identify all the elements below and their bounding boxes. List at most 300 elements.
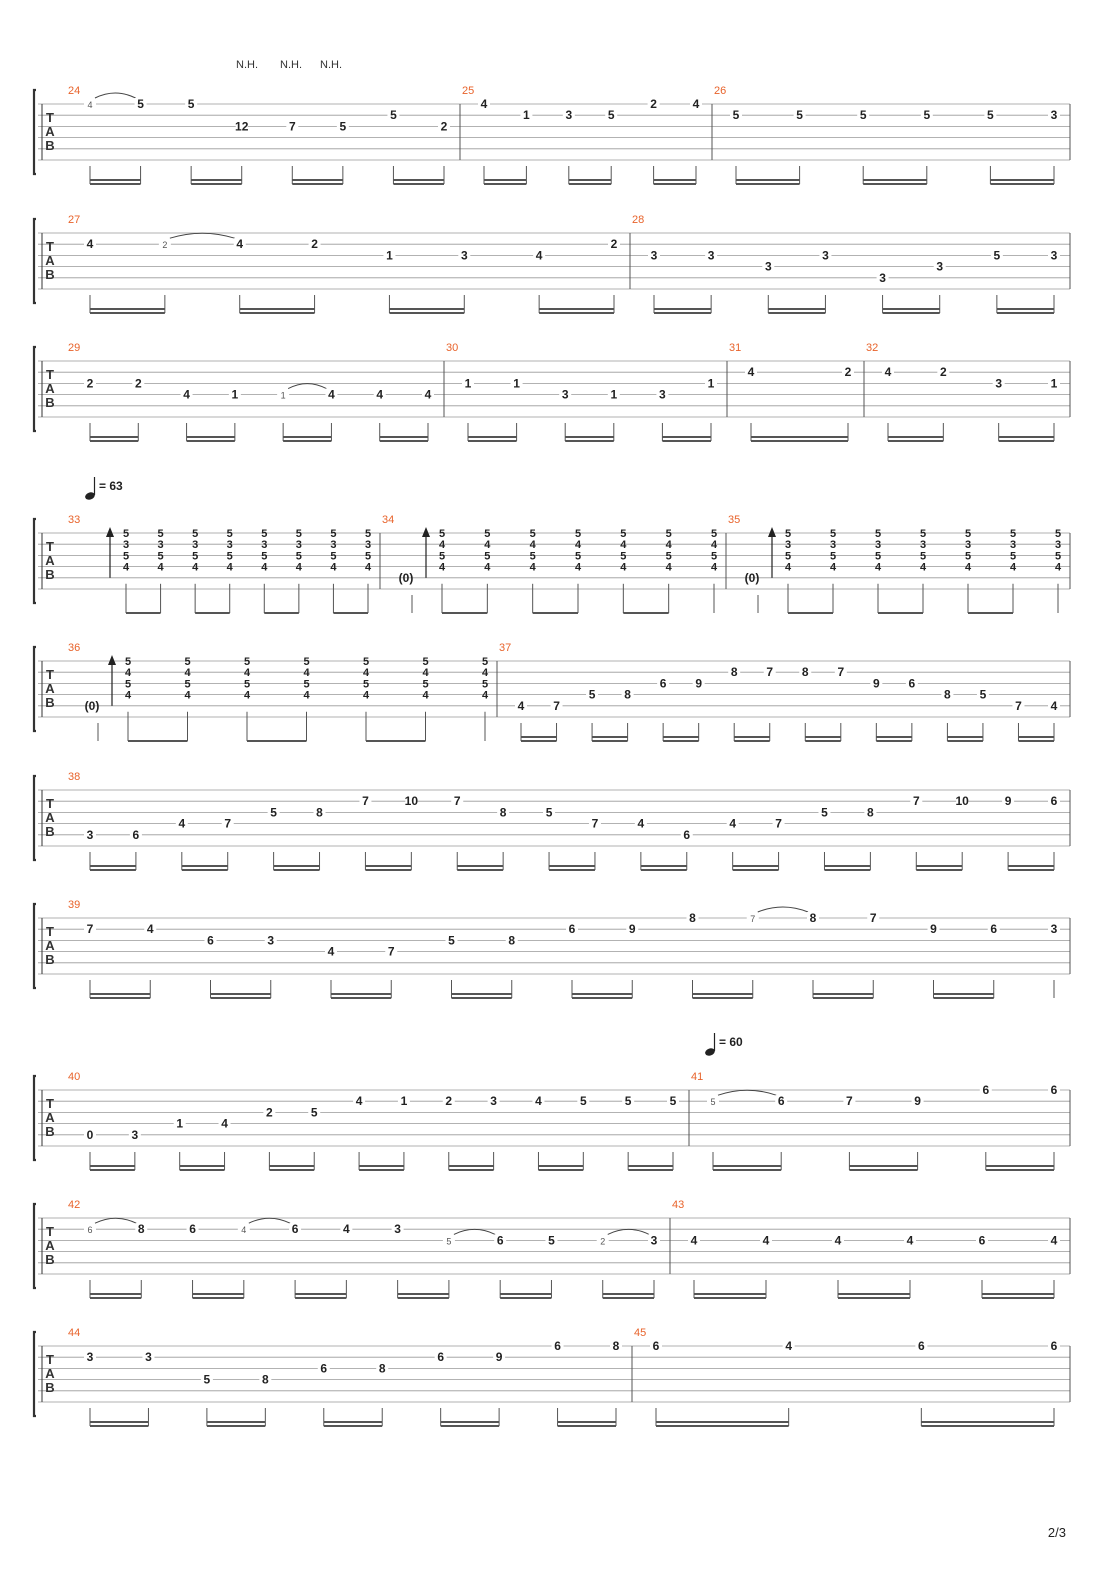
chord-fret-number: 5 [330, 528, 337, 540]
ghost-note: (0) [398, 570, 414, 585]
chord-fret-number: 4 [124, 667, 132, 680]
grace-fret-number: 5 [446, 1236, 452, 1247]
fret-number: 10 [404, 794, 419, 809]
tab-clef-letter: T [46, 796, 54, 811]
fret-number: 4 [906, 1233, 914, 1248]
system-bracket [34, 90, 36, 174]
fret-number: 5 [579, 1094, 587, 1109]
tab-clef-letter: B [45, 824, 55, 839]
chord-fret-number: 5 [481, 656, 489, 668]
chord-fret-number: 5 [261, 528, 268, 540]
fret-number: 8 [801, 665, 809, 680]
chord-fret-number: 4 [303, 667, 310, 680]
fret-number: 7 [553, 698, 560, 713]
fret-number: 9 [495, 1350, 503, 1365]
fret-number: 6 [1050, 1083, 1058, 1097]
slur-tie [454, 1229, 495, 1234]
measure-number: 45 [634, 1327, 647, 1339]
fret-number: 2 [266, 1105, 273, 1120]
chord-fret-number: 3 [1009, 539, 1017, 552]
fret-number: 2 [311, 237, 318, 252]
chord-fret-number: 4 [529, 539, 536, 552]
chord-fret-number: 4 [665, 561, 672, 574]
chord-fret-number: 4 [438, 561, 446, 574]
tab-clef-letter: A [45, 938, 55, 953]
fret-number: 5 [607, 108, 615, 123]
upstroke-arrow-icon [106, 527, 114, 537]
fret-number: 6 [990, 922, 998, 937]
fret-number: 7 [837, 665, 845, 680]
fret-number: 4 [236, 237, 244, 252]
chord-fret-number: 3 [364, 539, 372, 552]
fret-number: 4 [327, 944, 335, 959]
chord-fret-number: 4 [874, 561, 882, 574]
measure-number: 42 [68, 1199, 81, 1211]
fret-number: 1 [386, 248, 393, 263]
chord-fret-number: 4 [362, 689, 370, 702]
fret-number: 6 [1050, 794, 1058, 809]
measure-number: 24 [68, 85, 81, 97]
fret-number: 4 [517, 698, 525, 713]
chord-fret-number: 5 [303, 656, 310, 668]
chord-fret-number: 5 [1054, 550, 1062, 563]
chord-fret-number: 5 [422, 656, 429, 668]
slur-tie [249, 1218, 290, 1223]
tab-clef-letter: B [45, 1124, 55, 1139]
slur-tie [608, 1229, 649, 1234]
chord-fret-number: 5 [481, 678, 489, 691]
fret-number: 6 [908, 676, 916, 691]
fret-number: 7 [869, 911, 877, 925]
fret-number: 8 [378, 1361, 386, 1376]
fret-number: 7 [846, 1094, 853, 1109]
fret-number: 7 [775, 816, 782, 831]
tab-clef-letter: A [45, 1366, 55, 1381]
fret-number: 10 [955, 794, 969, 809]
chord-fret-number: 3 [784, 539, 792, 552]
tab-clef-letter: B [45, 695, 55, 710]
fret-number: 6 [777, 1094, 785, 1109]
chord-fret-number: 4 [303, 689, 310, 702]
measure-number: 37 [499, 642, 512, 654]
fret-number: 6 [207, 933, 214, 948]
tab-clef-letter: B [45, 395, 55, 410]
fret-number: 1 [523, 108, 530, 123]
fret-number: 2 [939, 365, 947, 380]
fret-number: 6 [568, 922, 576, 937]
fret-number: 8 [730, 665, 738, 680]
fret-number: 6 [683, 827, 691, 842]
fret-number: 6 [554, 1339, 561, 1353]
chord-fret-number: 4 [362, 667, 370, 680]
fret-number: 8 [612, 1339, 620, 1353]
chord-fret-number: 5 [184, 656, 191, 668]
fret-number: 5 [796, 108, 803, 123]
chord-fret-number: 3 [829, 539, 837, 552]
fret-number: 1 [464, 376, 472, 391]
fret-number: 3 [707, 248, 715, 263]
natural-harmonic-label: N.H. [320, 59, 342, 71]
chord-fret-number: 4 [710, 561, 718, 574]
chord-fret-number: 4 [665, 539, 672, 552]
fret-number: 9 [1004, 794, 1012, 809]
chord-fret-number: 5 [157, 550, 164, 563]
fret-number: 6 [1050, 1339, 1058, 1353]
fret-number: 6 [982, 1083, 990, 1097]
measure-number: 25 [462, 85, 475, 97]
chord-fret-number: 4 [122, 561, 130, 574]
chord-fret-number: 4 [484, 539, 491, 552]
fret-number: 5 [203, 1372, 211, 1387]
chord-fret-number: 4 [481, 689, 489, 702]
chord-fret-number: 5 [484, 528, 491, 540]
tab-clef-letter: B [45, 952, 55, 967]
chord-fret-number: 5 [710, 550, 718, 563]
tab-clef-letter: T [46, 1096, 54, 1111]
tab-clef-letter: T [46, 367, 54, 382]
fret-number: 1 [400, 1094, 408, 1109]
grace-fret-number: 4 [241, 1225, 247, 1236]
tab-clef-letter: T [46, 239, 54, 254]
chord-fret-number: 4 [710, 539, 718, 552]
chord-fret-number: 5 [124, 656, 132, 668]
tab-clef-letter: B [45, 1380, 55, 1395]
fret-number: 8 [137, 1222, 145, 1237]
grace-fret-number: 1 [280, 390, 286, 401]
fret-number: 2 [445, 1094, 453, 1109]
tab-clef-letter: A [45, 553, 55, 568]
chord-fret-number: 4 [1054, 561, 1062, 574]
fret-number: 9 [695, 676, 703, 691]
chord-fret-number: 3 [874, 539, 882, 552]
measure-number: 27 [68, 214, 81, 226]
fret-number: 4 [355, 1094, 363, 1109]
chord-fret-number: 3 [330, 539, 337, 552]
chord-fret-number: 5 [529, 550, 536, 563]
chord-fret-number: 5 [665, 528, 672, 540]
fret-number: 7 [912, 794, 920, 809]
fret-number: 6 [132, 827, 140, 842]
fret-number: 1 [1050, 376, 1058, 391]
fret-number: 8 [499, 805, 507, 820]
fret-number: 6 [659, 676, 667, 691]
chord-fret-number: 5 [710, 528, 718, 540]
tab-clef-letter: T [46, 110, 54, 125]
chord-fret-number: 4 [438, 539, 446, 552]
fret-number: 6 [978, 1233, 986, 1248]
measure-number: 36 [68, 642, 81, 654]
chord-fret-number: 5 [184, 678, 191, 691]
fret-number: 5 [310, 1105, 318, 1120]
fret-number: 4 [343, 1222, 350, 1237]
chord-fret-number: 5 [829, 528, 837, 540]
chord-fret-number: 5 [261, 550, 268, 563]
slur-tie [170, 233, 235, 238]
chord-fret-number: 4 [330, 561, 337, 574]
system-bracket [34, 1204, 36, 1288]
fret-number: 4 [183, 387, 190, 402]
fret-number: 8 [944, 687, 951, 702]
tab-clef-letter: T [46, 1224, 54, 1239]
chord-fret-number: 5 [243, 678, 251, 691]
fret-number: 5 [339, 119, 347, 134]
chord-fret-number: 5 [422, 678, 429, 691]
chord-fret-number: 4 [184, 667, 191, 680]
fret-number: 4 [424, 387, 432, 402]
chord-fret-number: 4 [784, 561, 792, 574]
fret-number: 5 [821, 805, 828, 820]
fret-number: 5 [859, 108, 867, 123]
ghost-note: (0) [84, 698, 100, 713]
fret-number: 4 [762, 1233, 770, 1248]
fret-number: 3 [764, 259, 772, 274]
fret-number: 4 [692, 97, 700, 111]
fret-number: 4 [747, 365, 755, 380]
fret-number: 3 [1050, 922, 1058, 937]
fret-number: 4 [221, 1116, 228, 1131]
fret-number: 5 [732, 108, 740, 123]
fret-number: 8 [508, 933, 516, 948]
chord-fret-number: 4 [919, 561, 927, 574]
tab-clef-letter: B [45, 1252, 55, 1267]
fret-number: 5 [624, 1094, 632, 1109]
chord-fret-number: 5 [192, 550, 199, 563]
fret-number: 12 [235, 119, 249, 134]
fret-number: 3 [131, 1127, 139, 1142]
chord-fret-number: 5 [529, 528, 536, 540]
fret-number: 3 [394, 1222, 401, 1237]
slur-tie [95, 93, 136, 98]
slur-tie [288, 384, 326, 389]
fret-number: 5 [993, 248, 1001, 263]
measure-number: 41 [691, 1071, 704, 1083]
fret-number: 3 [936, 259, 944, 274]
chord-fret-number: 4 [261, 561, 268, 574]
measure-number: 43 [672, 1199, 685, 1211]
chord-fret-number: 5 [484, 550, 491, 563]
tab-clef-letter: B [45, 567, 55, 582]
measure-number: 38 [68, 771, 81, 783]
chord-fret-number: 5 [295, 550, 302, 563]
measure-number: 44 [68, 1327, 81, 1339]
fret-number: 5 [390, 108, 397, 123]
system-bracket [34, 776, 36, 860]
fret-number: 8 [809, 911, 817, 925]
fret-number: 3 [145, 1350, 152, 1365]
chord-fret-number: 5 [919, 528, 927, 540]
system-bracket [34, 347, 36, 431]
fret-number: 1 [231, 387, 239, 402]
fret-number: 9 [628, 922, 636, 937]
fret-number: 2 [134, 376, 142, 391]
tab-clef-letter: T [46, 1352, 54, 1367]
tab-clef-letter: B [45, 138, 55, 153]
fret-number: 5 [448, 933, 455, 948]
tab-clef-letter: A [45, 124, 55, 139]
fret-number: 4 [86, 237, 94, 252]
chord-fret-number: 5 [620, 550, 627, 563]
ghost-note: (0) [744, 570, 760, 585]
fret-number: 3 [561, 387, 569, 402]
chord-fret-number: 3 [261, 539, 268, 552]
fret-number: 5 [588, 687, 596, 702]
fret-number: 3 [1050, 248, 1058, 263]
tab-clef-letter: B [45, 267, 55, 282]
fret-number: 4 [376, 387, 384, 402]
fret-number: 3 [565, 108, 573, 123]
chord-fret-number: 5 [964, 528, 972, 540]
fret-number: 7 [362, 794, 369, 809]
fret-number: 4 [535, 248, 543, 263]
fret-number: 4 [535, 1094, 542, 1109]
chord-fret-number: 5 [620, 528, 627, 540]
fret-number: 5 [987, 108, 994, 123]
fret-number: 6 [496, 1233, 504, 1248]
chord-fret-number: 3 [964, 539, 972, 552]
fret-number: 9 [872, 676, 880, 691]
fret-number: 6 [917, 1339, 925, 1353]
fret-number: 2 [440, 119, 448, 134]
fret-number: 1 [513, 376, 520, 391]
tempo-marking: = 60 [719, 1035, 743, 1049]
fret-number: 6 [189, 1222, 196, 1237]
chord-fret-number: 4 [124, 689, 132, 702]
fret-number: 4 [690, 1233, 698, 1248]
chord-fret-number: 5 [330, 550, 337, 563]
fret-number: 7 [86, 922, 94, 937]
fret-number: 3 [822, 248, 829, 263]
grace-fret-number: 2 [162, 240, 168, 251]
tab-clef-letter: A [45, 1110, 55, 1125]
fret-number: 4 [834, 1233, 842, 1248]
tab-clef-letter: T [46, 924, 54, 939]
fret-number: 4 [785, 1339, 793, 1353]
chord-fret-number: 5 [829, 550, 837, 563]
chord-fret-number: 4 [192, 561, 199, 574]
fret-number: 2 [86, 376, 94, 391]
fret-number: 8 [867, 805, 874, 820]
chord-fret-number: 5 [1009, 550, 1017, 563]
chord-fret-number: 4 [964, 561, 972, 574]
system-bracket [34, 219, 36, 303]
page-number: 2/3 [1047, 1525, 1066, 1540]
chord-fret-number: 4 [574, 561, 582, 574]
chord-fret-number: 5 [964, 550, 972, 563]
grace-fret-number: 5 [710, 1097, 716, 1108]
fret-number: 3 [86, 827, 94, 842]
system-bracket [34, 647, 36, 731]
fret-number: 5 [545, 805, 553, 820]
fret-number: 5 [187, 97, 195, 111]
chord-fret-number: 3 [122, 539, 130, 552]
fret-number: 4 [1050, 698, 1058, 713]
fret-number: 7 [591, 816, 599, 831]
tab-clef-letter: A [45, 810, 55, 825]
fret-number: 5 [548, 1233, 555, 1248]
chord-fret-number: 5 [362, 678, 370, 691]
fret-number: 4 [480, 97, 488, 111]
grace-fret-number: 7 [750, 914, 756, 924]
fret-number: 6 [320, 1361, 328, 1376]
chord-fret-number: 5 [1054, 528, 1062, 540]
grace-fret-number: 6 [87, 1225, 93, 1236]
fret-number: 9 [914, 1094, 921, 1109]
chord-fret-number: 3 [192, 539, 199, 552]
chord-fret-number: 4 [364, 561, 372, 574]
measure-number: 35 [728, 514, 741, 526]
fret-number: 8 [261, 1372, 269, 1387]
fret-number: 2 [610, 237, 618, 252]
upstroke-arrow-icon [422, 527, 430, 537]
system-bracket [34, 1332, 36, 1416]
chord-fret-number: 4 [620, 539, 627, 552]
chord-fret-number: 5 [665, 550, 672, 563]
fret-number: 3 [86, 1350, 94, 1365]
fret-number: 4 [1050, 1233, 1058, 1248]
fret-number: 4 [884, 365, 892, 380]
fret-number: 9 [930, 922, 937, 937]
grace-fret-number: 4 [87, 100, 93, 110]
chord-fret-number: 4 [243, 689, 251, 702]
chord-fret-number: 3 [295, 539, 302, 552]
chord-fret-number: 5 [1009, 528, 1017, 540]
measure-number: 32 [866, 342, 879, 354]
chord-fret-number: 4 [226, 561, 233, 574]
fret-number: 2 [650, 97, 657, 111]
chord-fret-number: 5 [192, 528, 199, 540]
measure-number: 31 [729, 342, 742, 354]
chord-fret-number: 4 [295, 561, 302, 574]
chord-fret-number: 4 [574, 539, 582, 552]
chord-fret-number: 5 [226, 550, 233, 563]
measure-number: 33 [68, 514, 81, 526]
chord-fret-number: 5 [303, 678, 310, 691]
slur-tie [758, 907, 808, 912]
system-bracket [34, 1076, 36, 1160]
chord-fret-number: 5 [122, 550, 130, 563]
fret-number: 8 [624, 687, 631, 702]
chord-fret-number: 5 [784, 550, 792, 563]
tempo-marking: = 63 [99, 479, 123, 493]
fret-number: 3 [267, 933, 275, 948]
measure-number: 28 [632, 214, 645, 226]
fret-number: 4 [178, 816, 186, 831]
fret-number: 3 [995, 376, 1003, 391]
measure-number: 39 [68, 899, 81, 911]
fret-number: 3 [879, 270, 886, 285]
fret-number: 2 [844, 365, 852, 380]
chord-fret-number: 4 [157, 561, 164, 574]
chord-fret-number: 4 [243, 667, 251, 680]
chord-fret-number: 5 [362, 656, 370, 668]
fret-number: 0 [86, 1127, 94, 1142]
fret-number: 6 [652, 1339, 660, 1353]
chord-fret-number: 5 [243, 656, 251, 668]
measure-number: 40 [68, 1071, 81, 1083]
chord-fret-number: 4 [481, 667, 489, 680]
chord-fret-number: 5 [874, 528, 882, 540]
chord-fret-number: 4 [529, 561, 536, 574]
chord-fret-number: 5 [574, 528, 582, 540]
chord-fret-number: 5 [784, 528, 792, 540]
measure-number: 29 [68, 342, 81, 354]
fret-number: 1 [707, 376, 715, 391]
fret-number: 5 [270, 805, 277, 820]
chord-fret-number: 5 [122, 528, 130, 540]
tab-clef-letter: A [45, 1238, 55, 1253]
measure-number: 26 [714, 85, 727, 97]
fret-number: 5 [137, 97, 144, 111]
